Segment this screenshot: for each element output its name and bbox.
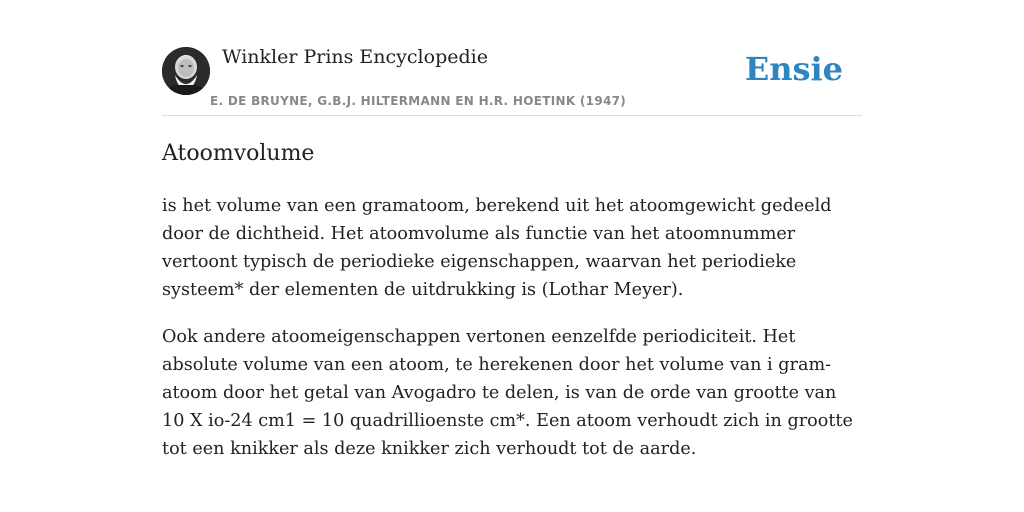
article-title: Atoomvolume: [162, 141, 315, 166]
portrait-icon: [162, 47, 210, 95]
brand-logo[interactable]: Ensie: [744, 50, 843, 88]
page-container: [162, 0, 862, 459]
site-title[interactable]: Winkler Prins Encyclopedie: [222, 46, 488, 68]
authors-byline: E. DE BRUYNE, G.B.J. HILTERMANN EN H.R. HOETINK (1947): [210, 94, 627, 108]
article-body: [162, 192, 862, 482]
paragraph-2: Ook andere atoomeigenschappen vertonen eenzelfde periodiciteit. Het absolute volume van een atoom, te herekenen door het volume van i gram-atoom door het getal van Avogadro te delen, is van de orde van grootte van 10 X io-24 cm1 = 10 quadrillioenste cm*. Een atoom verhoudt zich in grootte tot een knikker als deze knikker zich verhoudt tot de aarde.: [162, 327, 853, 459]
avatar: [162, 47, 210, 95]
paragraph-1: is het volume van een gramatoom, berekend uit het atoomgewicht gedeeld door de dichtheid. Het atoomvolume als functie van het atoomnummer vertoont typisch de periodieke eigenschappen, waarvan het periodieke systeem* der elementen de uitdrukking is (Lothar Meyer).: [162, 196, 832, 300]
site-header: [162, 0, 862, 116]
